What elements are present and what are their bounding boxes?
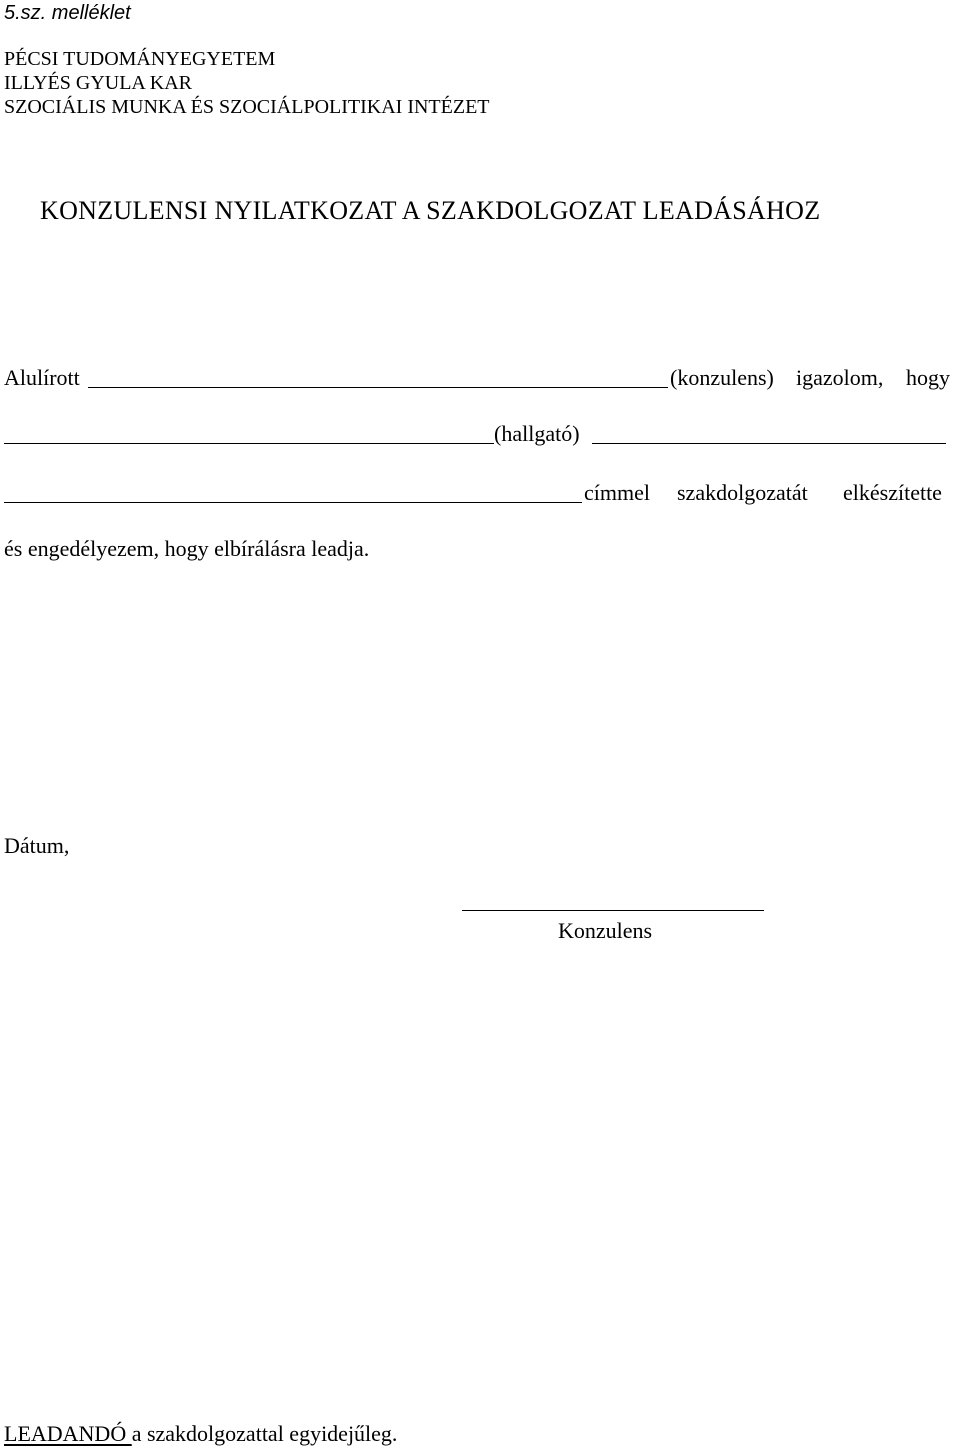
thesis-text: szakdolgozatát [677, 480, 808, 505]
faculty-name: ILLYÉS GYULA KAR [4, 72, 192, 94]
university-name: PÉCSI TUDOMÁNYEGYETEM [4, 48, 276, 70]
thesis-title-blank[interactable] [592, 443, 946, 444]
student-name-blank[interactable] [4, 443, 494, 444]
completed-text: elkészítette [843, 480, 942, 505]
thesis-title-blank-continued[interactable] [4, 502, 582, 503]
consultant-role-label: (konzulens) [670, 365, 774, 390]
date-label: Dátum, [4, 833, 70, 858]
submission-note-emphasis: LEADANDÓ [4, 1421, 132, 1446]
submission-note-rest: a szakdolgozattal egyidejűleg. [131, 1421, 398, 1446]
certify-text-end: hogy [906, 365, 950, 390]
document-title: KONZULENSI NYILATKOZAT A SZAKDOLGOZAT LEADÁSÁHOZ [40, 196, 821, 225]
submission-note [4, 1421, 397, 1447]
certify-text: igazolom, [796, 365, 884, 390]
student-role-label: (hallgató) [494, 421, 580, 446]
titled-text: címmel [584, 480, 650, 505]
institute-name: SZOCIÁLIS MUNKA ÉS SZOCIÁLPOLITIKAI INTÉZET [4, 96, 490, 118]
signature-label: Konzulens [558, 918, 653, 943]
approval-text: és engedélyezem, hogy elbírálásra leadja. [4, 536, 370, 561]
consultant-name-blank[interactable] [88, 387, 668, 388]
annex-label: 5.sz. melléklet [4, 2, 131, 24]
undersigned-label: Alulírott [4, 365, 80, 390]
signature-line[interactable] [462, 910, 764, 911]
